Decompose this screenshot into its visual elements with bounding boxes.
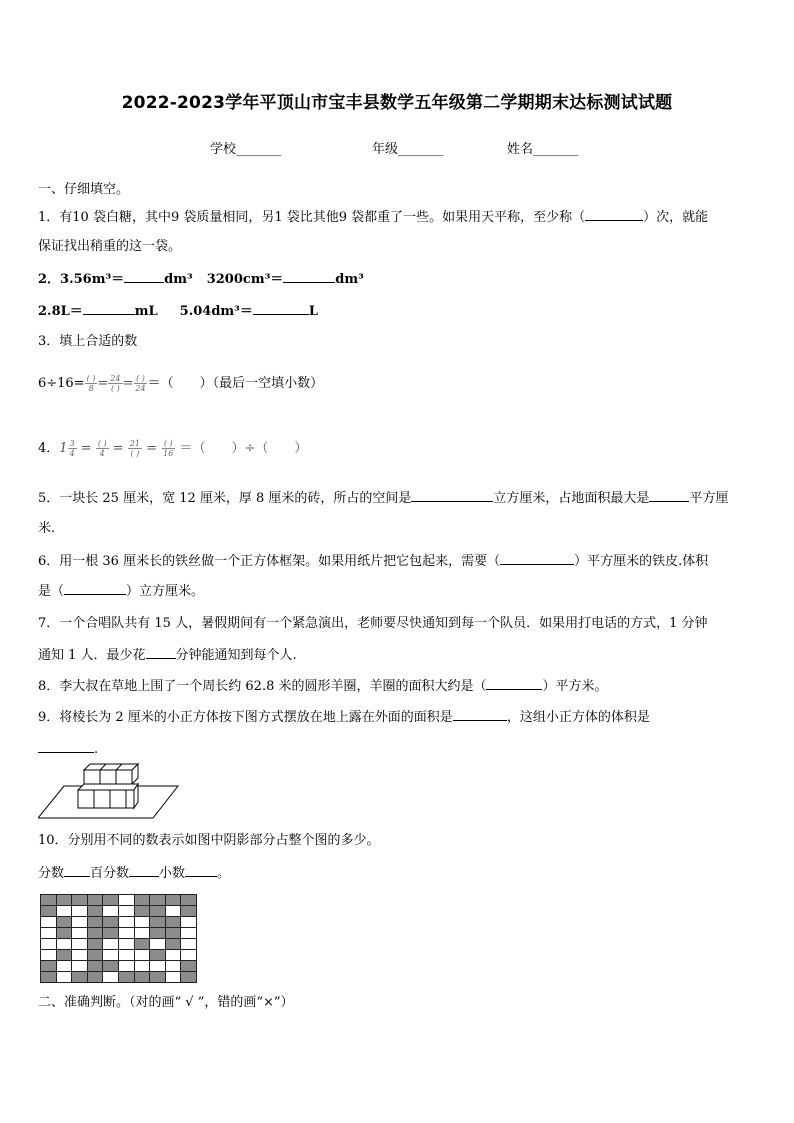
q3-tail: ＝（ ）（最后一空填小数） [147,376,324,391]
cube [126,790,134,808]
q2-a-unit: dm³ [164,272,193,287]
q10-blank-decimal [185,864,217,877]
q3-fraction-2: $\frac{24}{( )}$ [110,374,121,393]
question-3-label: 3．填上合适的数 [38,334,138,349]
q2-a-blank [124,270,164,283]
shaded-grid [40,894,198,984]
grid-cell-shaded [180,971,197,983]
question-2-line-2 [38,302,318,321]
q6-text-c: 是（ [38,584,65,599]
grid-cell-shaded [87,971,104,983]
question-1-line-2: 保证找出稍重的这一袋。 [38,239,182,254]
question-9-line-2 [38,740,98,759]
grade-field: 年级_______ [372,142,444,157]
school-field: 学校_______ [210,142,282,157]
grid-cell-shaded [149,971,166,983]
question-8 [38,677,608,696]
question-6-line-2 [38,582,204,601]
q2-d-blank [253,302,309,315]
q4-mixed-whole: 1 [59,441,68,456]
q2-c-blank [83,302,135,315]
question-5-line-2: 米. [38,521,56,536]
grid-cell-empty [165,971,182,983]
q8-blank [486,677,542,690]
grid-cell-empty [102,971,119,983]
cube [110,790,126,808]
question-2-line-1 [38,270,364,289]
q2-b-prefix: 3200cm³＝ [206,272,284,287]
q3-lead: 6÷16= [38,376,85,391]
q5-blank-1 [411,489,493,502]
question-5-line-1 [38,489,728,508]
grid-cell-empty [56,971,73,983]
question-7-line-1: 7．一个合唱队共有 15 人，暑假期间有一个紧急演出，老师要尽快通知到每一个队员．如果用打电话的方式，1 分钟 [38,616,708,631]
cube [94,790,110,808]
q2-b-blank [283,270,335,283]
q1-blank [585,208,643,221]
cube [116,770,132,784]
grid-cell-shaded [134,971,151,983]
q8-text-a: 8．李大叔在草地上围了一个周长约 62.8 米的圆形羊圈，羊圈的面积大约是（ [38,679,487,694]
q7-text-b: 分钟能通知到每个人. [175,648,297,663]
cube-top [84,764,138,770]
cube [84,770,100,784]
q2-c-unit: mL [134,304,158,319]
q4-tail: ＝（ ）÷（ ） [179,441,308,456]
cubes-figure [38,762,180,822]
q9-text-a: 9．将棱长为 2 厘米的小正方体按下图方式摆放在地上露在外面的面积是 [38,710,453,725]
q2-d-unit: L [308,304,319,319]
q1-text-a: 1．有10 袋白糖，其中9 袋质量相同，另1 袋比其他9 袋都重了一些。如果用天平称，至少称（ [38,210,586,225]
q9-blank-2 [38,740,94,753]
cube [78,790,94,808]
q5-text-a: 5．一块长 25 厘米，宽 12 厘米，厚 8 厘米的砖，所占的空间是 [38,491,412,506]
q1-text-b: ）次，就能 [643,210,709,225]
grid-cell-shaded [71,971,88,983]
grid-cell-shaded [118,971,135,983]
q2-c-prefix: 2.8L＝ [38,304,83,319]
q9-text-b: ，这组小正方体的体积是 [506,710,650,725]
q6-text-b: ）平方厘米的铁皮.体积 [574,554,709,569]
q5-blank-2 [649,489,689,502]
q10-percent-label: 百分数 [90,866,130,881]
q4-fraction-3: $\frac{( )}{16}$ [163,439,174,458]
q4-fraction-2: $\frac{21}{( )}$ [129,439,140,458]
section-2-heading: 二、准确判断。（对的画“ √ ”，错的画“×”） [38,995,294,1010]
q9-blank-1 [453,708,507,721]
question-4-expression: 4．1 $\frac{3}{4}$ = $\frac{( )}{4}$ = $\frac{21}{( )}$ = $\frac{( )}{16}$ ＝（ ）÷（ ） [38,439,308,458]
section-1-heading: 一、仔细填空。 [38,182,130,197]
question-1-line-1 [38,208,708,227]
q6-blank-1 [500,552,574,565]
q4-fraction-1: $\frac{( )}{4}$ [97,439,107,458]
name-field: 姓名_______ [507,142,579,157]
question-6-line-1 [38,552,708,571]
q5-text-c: 平方厘 [689,491,729,506]
q8-text-b: ）平方米。 [542,679,608,694]
question-3-expression: 6÷16= $\frac{( )}{8}$ = $\frac{24}{( )}$ = $\frac{( )}{24}$ ＝（ ）（最后一空填小数） [38,374,324,393]
page-title: 2022-2023学年平顶山市宝丰县数学五年级第二学期期末达标测试试题 [121,93,673,113]
question-9-line-1 [38,708,650,727]
q10-blank-fraction [64,864,90,877]
question-10-line-2 [38,864,230,883]
q2-a-prefix: 2．3.56m³＝ [38,272,125,287]
question-10-line-1: 10．分别用不同的数表示如图中阴影部分占整个图的多少。 [38,833,380,848]
q10-end: 。 [217,866,231,881]
q5-text-b: 立方厘米，占地面积最大是 [493,491,650,506]
q6-blank-2 [64,582,126,595]
q4-label: 4． [38,441,60,456]
question-7-line-2 [38,646,297,665]
q4-mixed-fraction: $\frac{3}{4}$ [69,439,75,458]
q7-text-a: 通知 1 人．最少花 [38,648,146,663]
q3-fraction-3: $\frac{( )}{24}$ [135,374,146,393]
q7-blank [146,646,176,659]
q2-d-prefix: 5.04dm³＝ [179,304,253,319]
grid-cell-shaded [40,971,57,983]
q10-decimal-label: 小数 [159,866,186,881]
q10-blank-percent [129,864,159,877]
q3-fraction-1: $\frac{( )}{8}$ [86,374,96,393]
q6-text-a: 6．用一根 36 厘米长的铁丝做一个正方体框架。如果用纸片把它包起来，需要（ [38,554,501,569]
cube [100,770,116,784]
q6-text-d: ）立方厘米。 [126,584,205,599]
q10-fraction-label: 分数 [38,866,65,881]
q9-end: . [94,742,99,757]
cube-top [78,784,138,790]
q2-b-unit: dm³ [335,272,364,287]
